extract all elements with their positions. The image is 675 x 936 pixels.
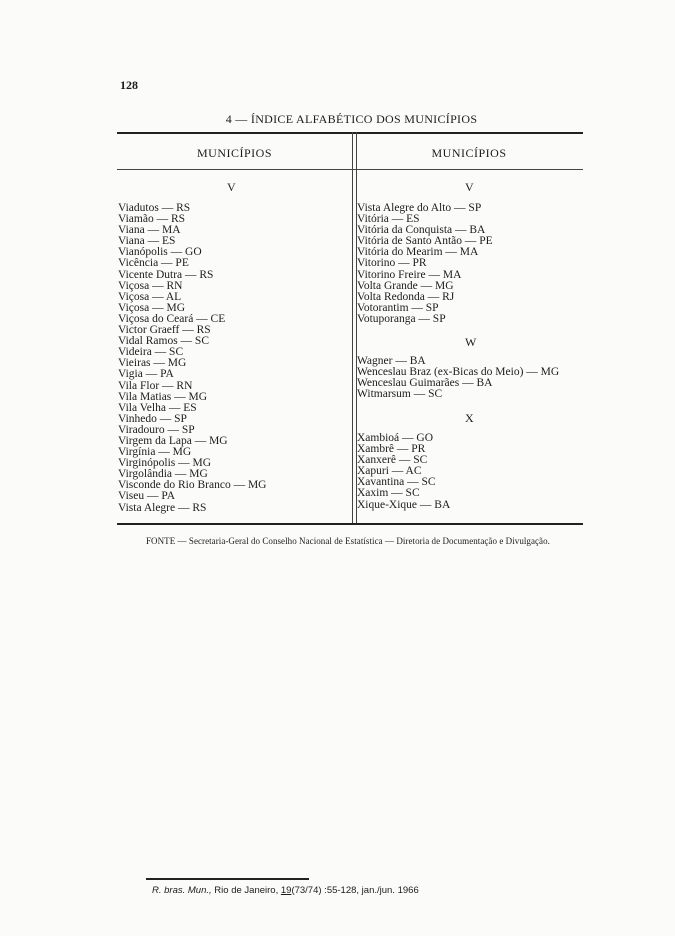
- list-item: Votuporanga — SP: [357, 312, 446, 325]
- list-item: Vitorino — PR: [357, 257, 427, 270]
- list-item: Xambioá — GO: [357, 432, 434, 444]
- list-item: Viçosa — MG: [118, 301, 186, 314]
- list-item: Videira — SC: [118, 346, 184, 359]
- list-item: Vila Velha — ES: [118, 401, 197, 414]
- page-number: 128: [120, 78, 138, 92]
- list-item: Virgínia — MG: [118, 446, 192, 459]
- list-item: Victor Graeff — RS: [118, 324, 211, 337]
- municipalities-table: [117, 132, 583, 525]
- source-footnote: FONTE — Secretaria-Geral do Conselho Nacional de Estatística — Diretoria de Documentação e Divulgação.: [146, 536, 550, 546]
- list-item: Wagner — BA: [357, 355, 426, 367]
- list-item: Vigia — PA: [118, 368, 174, 381]
- left-letter-heading-v: V: [227, 180, 236, 194]
- list-item: Vila Matias — MG: [118, 390, 208, 403]
- right-municipality-list-x: [357, 433, 450, 511]
- list-item: Visconde do Rio Branco — MG: [118, 479, 267, 492]
- section-title: 4 — ÍNDICE ALFABÉTICO DOS MUNICÍPIOS: [225, 112, 478, 126]
- list-item: Viçosa — RN: [118, 279, 183, 292]
- citation-volume: 19: [280, 885, 292, 896]
- journal-citation: [152, 885, 419, 896]
- list-item: Viana — MA: [118, 224, 181, 237]
- list-item: Viradouro — SP: [118, 423, 195, 436]
- list-item: Vila Flor — RN: [118, 379, 193, 392]
- list-item: Wenceslau Braz (ex-Bicas do Meio) — MG: [357, 366, 560, 379]
- list-item: Vista Alegre — RS: [118, 501, 207, 514]
- citation-pages: (73/74) :55-128, jan./jun. 1966: [291, 885, 419, 896]
- list-item: Virginópolis — MG: [118, 457, 212, 470]
- left-column-header: MUNICÍPIOS: [196, 146, 272, 160]
- right-letter-heading-x: X: [465, 411, 474, 425]
- list-item: Wenceslau Guimarães — BA: [357, 377, 493, 390]
- citation-place: Rio de Janeiro,: [211, 885, 281, 896]
- list-item: Votorantim — SP: [357, 301, 439, 314]
- list-item: Witmarsum — SC: [357, 388, 443, 401]
- right-municipality-list-w: [357, 356, 559, 400]
- list-item: Vieiras — MG: [118, 357, 187, 370]
- list-item: Vista Alegre do Alto — SP: [357, 202, 482, 214]
- list-item: Volta Redonda — RJ: [357, 290, 455, 303]
- right-municipality-list-v: [357, 203, 493, 325]
- list-item: Viadutos — RS: [118, 202, 191, 214]
- left-municipality-list: [118, 203, 266, 514]
- list-item: Volta Grande — MG: [357, 279, 454, 292]
- footer-rule: [146, 878, 309, 880]
- list-item: Xavantina — SC: [357, 476, 436, 489]
- right-letter-heading-w: W: [465, 335, 477, 349]
- list-item: Vicência — PE: [118, 257, 189, 270]
- list-item: Xaxim — SC: [357, 487, 420, 500]
- right-column-header: MUNICÍPIOS: [431, 146, 507, 160]
- list-item: Viseu — PA: [118, 490, 176, 503]
- list-item: Viçosa — AL: [118, 290, 182, 303]
- list-item: Virgem da Lapa — MG: [118, 434, 228, 447]
- list-item: Virgolândia — MG: [118, 468, 208, 481]
- table-top-rule: [117, 132, 583, 134]
- list-item: Vicente Dutra — RS: [118, 268, 214, 281]
- list-item: Vitória de Santo Antão — PE: [357, 235, 493, 248]
- list-item: Viçosa do Ceará — CE: [118, 312, 226, 325]
- list-item: Vidal Ramos — SC: [118, 335, 209, 348]
- list-item: Vinhedo — SP: [118, 412, 187, 425]
- list-item: Xambrê — PR: [357, 443, 426, 456]
- citation-journal: R. bras. Mun.,: [152, 885, 212, 896]
- list-item: Xapuri — AC: [357, 465, 422, 478]
- list-item: Vitória do Mearim — MA: [357, 246, 479, 259]
- table-bottom-rule: [117, 523, 583, 525]
- list-item: Xique-Xique — BA: [357, 498, 451, 511]
- list-item: Vitória — ES: [357, 213, 420, 226]
- list-item: Vitorino Freire — MA: [357, 268, 462, 281]
- list-item: Viamão — RS: [118, 213, 186, 226]
- list-item: Vitória da Conquista — BA: [357, 224, 486, 237]
- list-item: Xanxerê — SC: [357, 454, 428, 467]
- right-letter-heading-v: V: [465, 180, 474, 194]
- list-item: Vianópolis — GO: [118, 246, 202, 259]
- list-item: Viana — ES: [118, 235, 176, 248]
- table-header-rule: [117, 169, 583, 170]
